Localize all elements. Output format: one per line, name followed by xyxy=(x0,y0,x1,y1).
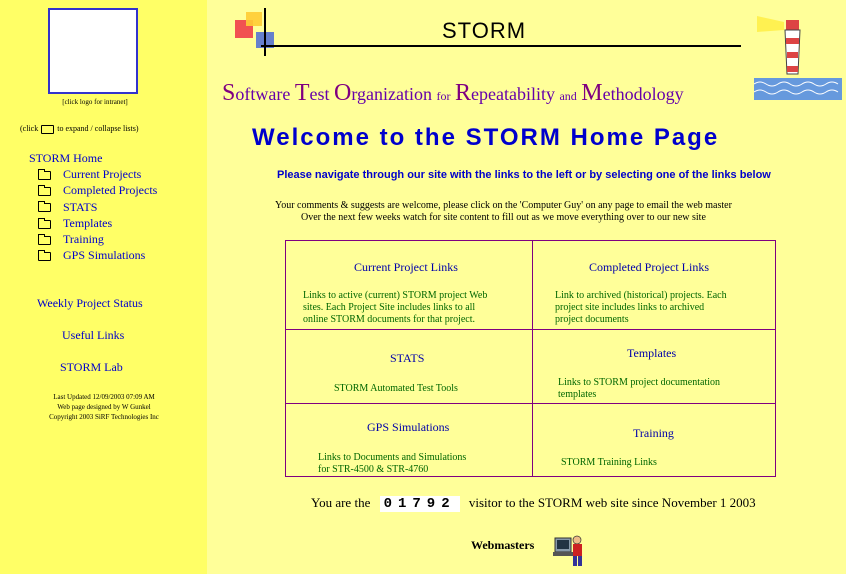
desc-line: project site includes links to archived xyxy=(555,302,705,313)
folder-icon[interactable] xyxy=(38,236,51,245)
weekly-project-status-link[interactable]: Weekly Project Status xyxy=(37,296,143,310)
last-updated: Last Updated 12/09/2003 07:09 AM xyxy=(53,393,155,401)
training-desc: STORM Training Links xyxy=(561,457,657,468)
computer-guy-icon[interactable] xyxy=(551,528,587,568)
acronym-word: rganization xyxy=(351,84,432,104)
storm-lab-link[interactable]: STORM Lab xyxy=(60,360,123,374)
site-update-note: Over the next few weeks watch for site content to fill out as we move everything over to our new site xyxy=(301,212,706,223)
sidebar-item-label[interactable]: GPS Simulations xyxy=(63,248,146,263)
expand-note xyxy=(20,124,170,134)
welcome-heading: Welcome to the STORM Home Page xyxy=(252,124,720,151)
brand-underline xyxy=(261,45,741,47)
visitor-counter-line xyxy=(311,495,756,512)
gps-simulations-cell[interactable] xyxy=(286,404,532,476)
acronym-letter: M xyxy=(581,80,603,106)
logo-caption: [click logo for intranet] xyxy=(62,98,128,106)
acronym-letter: T xyxy=(294,80,310,106)
designed-by: Web page designed by W Gunkel xyxy=(57,403,151,411)
desc-line: online STORM documents for that project. xyxy=(303,314,476,325)
completed-project-links-title[interactable]: Completed Project Links xyxy=(589,260,709,274)
acronym-word: and xyxy=(559,89,577,103)
acronym-word: epeatability xyxy=(471,84,555,104)
expand-note-after: to expand / collapse lists) xyxy=(57,124,139,133)
main-content xyxy=(207,0,846,574)
sidebar-item-label[interactable]: STATS xyxy=(63,199,98,214)
current-project-links-title[interactable]: Current Project Links xyxy=(354,260,458,274)
acronym-word: for xyxy=(436,89,451,103)
training-cell[interactable] xyxy=(533,404,775,476)
templates-title[interactable]: Templates xyxy=(627,346,677,360)
folder-icon[interactable] xyxy=(38,203,51,212)
desc-line: sites. Each Project Site includes links to all xyxy=(303,302,476,313)
acronym-letter: R xyxy=(454,80,471,106)
sidebar-item-stats[interactable] xyxy=(38,200,157,216)
acronym-title xyxy=(222,80,684,107)
templates-desc xyxy=(558,377,720,401)
desc-line: for STR-4500 & STR-4760 xyxy=(318,464,429,475)
intranet-logo[interactable] xyxy=(48,8,138,94)
webmasters-link[interactable]: Webmasters xyxy=(471,538,535,552)
navigation-note: Please navigate through our site with the links to the left or by selecting one of the links below xyxy=(277,169,771,181)
gps-simulations-desc xyxy=(318,452,466,476)
folder-icon[interactable] xyxy=(38,171,51,180)
acronym-word: est xyxy=(309,84,330,104)
visitor-text-after: visitor to the STORM web site since November 1 2003 xyxy=(468,495,756,510)
sidebar-item-gps-simulations[interactable] xyxy=(38,248,157,264)
sidebar-footer xyxy=(24,392,184,422)
stats-desc: STORM Automated Test Tools xyxy=(334,383,458,394)
comments-note: Your comments & suggests are welcome, please click on the 'Computer Guy' on any page to email the web master xyxy=(275,200,732,211)
desc-line: templates xyxy=(558,389,597,400)
desc-line: Link to archived (historical) projects. Each xyxy=(555,290,727,301)
acronym-letter: S xyxy=(222,80,236,106)
gps-simulations-title[interactable]: GPS Simulations xyxy=(367,420,450,434)
current-project-links-desc xyxy=(303,290,487,326)
completed-project-links-cell[interactable] xyxy=(533,241,775,329)
sidebar-item-templates[interactable] xyxy=(38,216,157,232)
sidebar-item-home[interactable]: STORM Home xyxy=(29,151,103,165)
acronym-letter: O xyxy=(334,80,352,106)
link-grid xyxy=(285,240,776,477)
sidebar-item-label[interactable]: Current Projects xyxy=(63,167,142,181)
folder-icon[interactable] xyxy=(38,220,51,229)
acronym-word: oftware xyxy=(235,84,291,104)
sidebar-item-label[interactable]: Completed Projects xyxy=(63,183,158,198)
sidebar xyxy=(0,0,207,574)
folder-icon[interactable] xyxy=(38,252,51,261)
desc-line: Links to active (current) STORM project Web xyxy=(303,290,488,301)
copyright: Copyright 2003 SiRF Technologies Inc xyxy=(49,413,159,421)
hit-counter: 01792 xyxy=(380,496,460,512)
sidebar-item-label[interactable]: Templates xyxy=(63,215,113,230)
brand-title: STORM xyxy=(442,18,527,43)
sidebar-nav-list xyxy=(38,167,157,265)
visitor-text-before: You are the xyxy=(311,495,371,510)
desc-line: Links to STORM project documentation xyxy=(558,377,721,388)
stats-cell[interactable] xyxy=(286,330,532,403)
acronym-word: ethodology xyxy=(602,84,684,104)
stats-title[interactable]: STATS xyxy=(390,351,425,365)
sidebar-item-label[interactable]: Training xyxy=(63,232,104,247)
completed-project-links-desc xyxy=(555,290,727,326)
sidebar-item-training[interactable] xyxy=(38,232,157,248)
folder-icon xyxy=(41,125,54,134)
current-project-links-cell[interactable] xyxy=(286,241,532,329)
desc-line: project documents xyxy=(555,314,629,325)
folder-icon[interactable] xyxy=(38,187,51,196)
sidebar-item-current-projects[interactable] xyxy=(38,167,157,183)
useful-links-link[interactable]: Useful Links xyxy=(62,328,125,342)
sidebar-item-completed-projects[interactable] xyxy=(38,183,157,199)
expand-note-before: (click xyxy=(20,124,39,133)
templates-cell[interactable] xyxy=(533,330,775,403)
lighthouse-icon xyxy=(754,14,842,100)
desc-line: Links to Documents and Simulations xyxy=(318,452,467,463)
mondrian-graphic xyxy=(232,8,284,58)
training-title[interactable]: Training xyxy=(633,426,674,440)
